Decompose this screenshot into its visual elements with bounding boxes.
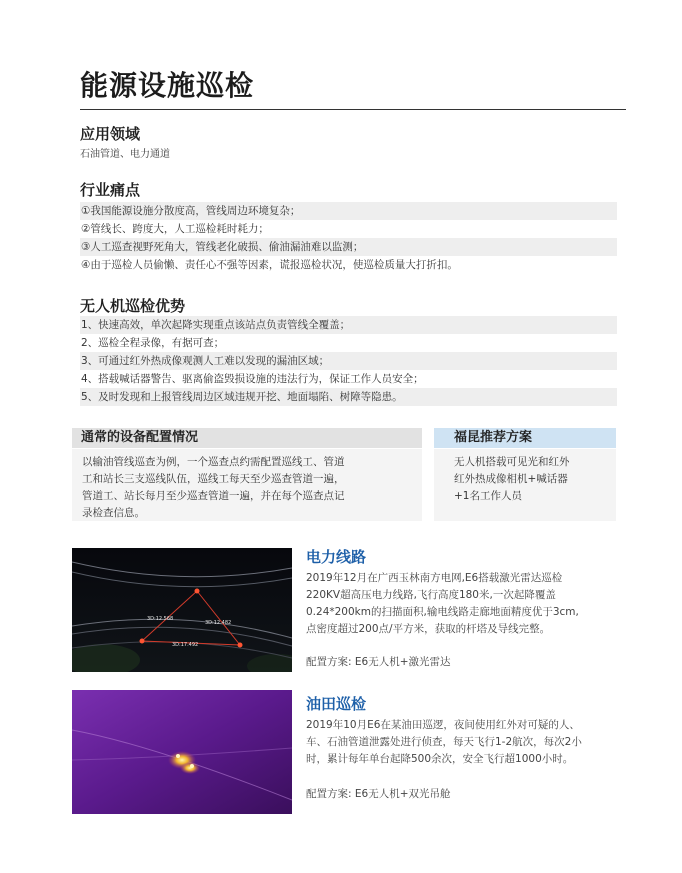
list-item: ④由于巡检人员偷懒、责任心不强等因素，谎报巡检状况，使巡检质量大打折扣。: [81, 259, 458, 271]
config-box-line: 录检查信息。: [82, 507, 145, 519]
list-item: ①我国能源设施分散度高，管线周边环境复杂；: [80, 202, 617, 220]
config-box-heading: 通常的设备配置情况: [72, 428, 422, 448]
case-line: 2019年10月E6在某油田巡逻，夜间使用红外对可疑的人、: [306, 719, 580, 731]
recommend-box-line: +1名工作人员: [454, 490, 522, 502]
pain-points-heading: 行业痛点: [80, 181, 141, 199]
case-line: 0.24*200km的扫描面积,输电线路走廊地面精度优于3cm,: [306, 606, 579, 618]
recommend-box-body: [434, 449, 616, 521]
list-item: 3、可通过红外热成像观测人工难以发现的漏油区域；: [80, 352, 617, 370]
case-text-oilfield: [306, 717, 626, 768]
case-config-power: 配置方案: E6无人机+激光雷达: [306, 656, 451, 668]
page-title: 能源设施巡检: [80, 69, 255, 102]
list-item: 4、搭载喊话器警告、驱离偷盗毁损设施的违法行为，保证工作人员安全；: [81, 373, 424, 385]
power-line-photo: [72, 548, 292, 672]
case-title-power: 电力线路: [306, 548, 367, 566]
advantages-heading: 无人机巡检优势: [80, 297, 186, 315]
case-line: 时，累计每年单台起降500余次，安全飞行超1000小时。: [306, 753, 574, 765]
title-divider: [80, 109, 626, 110]
distance-label: 3D:12.482: [205, 620, 232, 626]
case-line: 点密度超过200点/平方米，获取的杆塔及导线完整。: [306, 623, 551, 635]
list-item: ②管线长、跨度大，人工巡检耗时耗力；: [81, 223, 269, 235]
distance-label: 3D:12.568: [147, 616, 174, 622]
config-box-body: [72, 449, 422, 521]
pain-points-list: [80, 202, 617, 274]
power-line-scene: [72, 548, 292, 672]
recommend-box-heading: 福昆推荐方案: [434, 428, 616, 448]
case-line: 220KV超高压电力线路,飞行高度180米,一次起降覆盖: [306, 589, 556, 601]
recommend-box-line: 红外热成像相机+喊话器: [454, 473, 568, 485]
case-text-power: [306, 570, 626, 638]
case-config-oilfield: 配置方案: E6无人机+双光吊舱: [306, 788, 451, 800]
case-line: 2019年12月在广西玉林南方电网,E6搭载激光雷达巡检: [306, 572, 563, 584]
config-box-line: 管道工、站长每月至少巡查管道一遍，并在每个巡查点记: [82, 490, 345, 502]
advantages-list: [80, 316, 617, 406]
list-item: ③人工巡查视野死角大，管线老化破损、偷油漏油难以监测；: [80, 238, 617, 256]
distance-label: 3D:17.492: [172, 642, 199, 648]
application-heading: 应用领域: [80, 125, 141, 143]
list-item: 2、巡检全程录像，有据可查；: [81, 337, 225, 349]
recommend-box-line: 无人机搭载可见光和红外: [454, 456, 570, 468]
oil-field-photo: [72, 690, 292, 814]
list-item: 5、及时发现和上报管线周边区域违规开挖、地面塌陷、树障等隐患。: [80, 388, 617, 406]
case-title-oilfield: 油田巡检: [306, 695, 367, 713]
config-box-line: 工和站长三支巡线队伍，巡线工每天至少巡查管道一遍，: [82, 473, 345, 485]
application-text: 石油管道、电力通道: [80, 149, 170, 160]
case-line: 车、石油管道泄露处进行侦查，每天飞行1-2航次，每次2小: [306, 736, 582, 748]
list-item: 1、快速高效，单次起降实现重点该站点负责管线全覆盖；: [80, 316, 617, 334]
config-box-line: 以输油管线巡查为例，一个巡查点约需配置巡线工、管道: [82, 456, 345, 468]
thermal-scene: [72, 690, 292, 814]
